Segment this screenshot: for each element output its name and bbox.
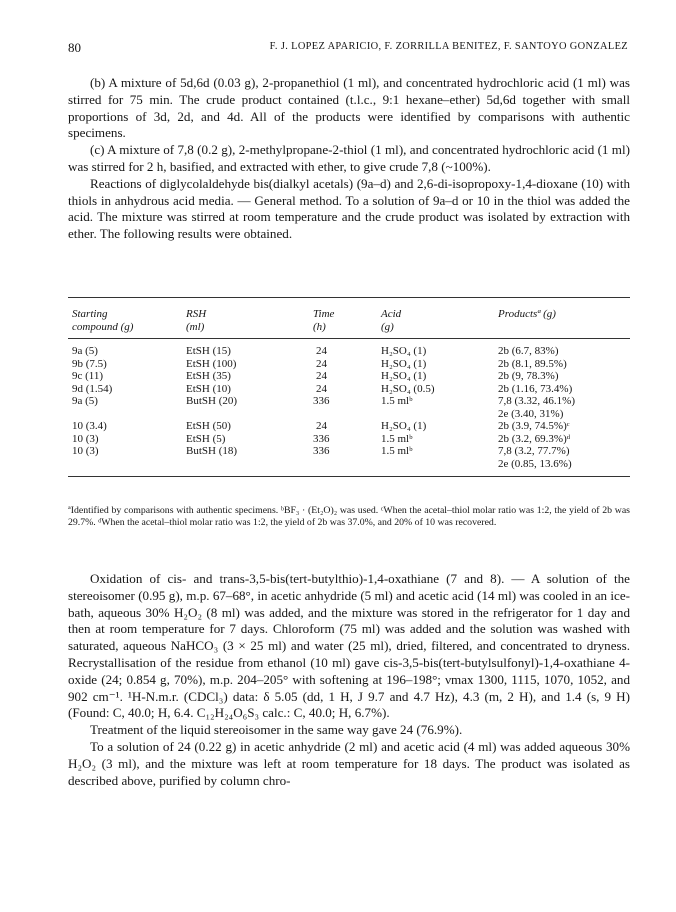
cell-compound: 10 (3.4)	[72, 420, 107, 432]
header-acid-unit: (g)	[381, 321, 394, 333]
cell-time: 24	[316, 420, 327, 432]
cell-products: 2b (3.2, 69.3%)ᵈ	[498, 432, 571, 445]
cell-acid: 1.5 mlᵇ	[381, 445, 413, 457]
header-time-unit: (h)	[313, 321, 326, 333]
table-row	[68, 458, 630, 471]
cell-rsh: EtSH (50)	[186, 420, 231, 432]
table-row	[68, 433, 630, 446]
cell-rsh: EtSH (35)	[186, 370, 231, 382]
cell-rsh: ButSH (20)	[186, 395, 238, 407]
table-row	[68, 345, 630, 358]
cell-time: 336	[313, 445, 330, 457]
header-rsh: RSH	[186, 308, 207, 320]
cell-acid: H₂SO₄ (1)	[381, 420, 427, 432]
page-number: 80	[68, 40, 81, 55]
cell-acid: H₂SO₄ (1)	[381, 370, 427, 382]
table-row	[68, 370, 630, 383]
cell-time: 24	[316, 357, 327, 370]
cell-acid: H₂SO₄ (1)	[381, 357, 427, 370]
table-footnotes: ªIdentified by comparisons with authentic specimens. ᵇBF₃ · (Et₂O)₂ was used. ᶜWhen the acetal–thiol molar ratio was 1:2, the yield of 2b was 29.7%. ᵈWhen the acetal–thiol molar ratio was 1:2, the yield of 2b was 37.0%, and 20% of 10 was recovered.	[68, 505, 630, 529]
cell-rsh: EtSH (100)	[186, 357, 237, 370]
cell-time: 24	[316, 370, 327, 382]
table-row	[68, 445, 630, 458]
paragraph-liquid-isomer: Treatment of the liquid stereoisomer in the same way gave 24 (76.9%).	[90, 722, 463, 738]
cell-compound: 9a (5)	[72, 395, 98, 407]
cell-products: 2b (3.9, 74.5%)ᶜ	[498, 420, 570, 432]
cell-products: 2b (9, 78.3%)	[498, 370, 559, 382]
paragraph-oxidation: Oxidation of cis- and trans-3,5-bis(tert-butylthio)-1,4-oxathiane (7 and 8). — A solution of the stereoisomer (0.95 g), m.p. 67–68°, in acetic anhydride (5 ml) and acetic acid (14 ml) was cooled in an ice-bath, aqueous 30% H₂O₂ (8 ml) was added, and the mixture was stored in the refrigerator for 1 day and then at room temperature for 7 days. Chloroform (75 ml) was added and the solution was washed with saturated, aqueous NaHCO₃ (3 × 25 ml) and water (25 ml), dried, filtered, and concentrated to dryness. Recrystallisation of the residue from ethanol (10 ml) gave cis-3,5-bis(tert-butylsulfonyl)-1,4-oxathiane 4-oxide (24; 0.854 g, 70%), m.p. 204–205° with softening at 196–198°; νmax 1300, 1115, 1070, 1052, and 902 cm⁻¹. ¹H-N.m.r. (CDCl₃) data: δ 5.05 (dd, 1 H, J 9.7 and 4.7 Hz), 4.3 (m, 2 H), and 1.4 (s, 9 H) (Found: C, 40.0; H, 6.4. C₁₂H₂₄O₆S₃ calc.: C, 40.0; H, 6.7%).	[68, 571, 630, 721]
cell-compound: 9d (1.54)	[72, 382, 113, 395]
page-header	[68, 40, 628, 58]
results-table	[68, 297, 630, 477]
cell-rsh: ButSH (18)	[186, 445, 238, 457]
cell-time: 336	[313, 395, 330, 407]
header-rsh-unit: (ml)	[186, 321, 205, 333]
cell-compound: 10 (3)	[72, 432, 99, 445]
table-body	[68, 345, 630, 470]
paragraph-c: (c) A mixture of 7,8 (0.2 g), 2-methylpropane-2-thiol (1 ml), and concentrated hydrochloric acid (1 ml) was stirred for 2 h, basified, and extracted with ether, to give crude 7,8 (~100%).	[68, 142, 630, 174]
header-compound: compound (g)	[72, 321, 134, 333]
table-row	[68, 420, 630, 433]
table-row	[68, 358, 630, 371]
header-starting: Starting	[72, 308, 108, 320]
bottom-text	[68, 571, 630, 789]
paragraph-b: (b) A mixture of 5d,6d (0.03 g), 2-propanethiol (1 ml), and concentrated hydrochloric acid (1 ml) was stirred for 75 min. The crude product contained (t.l.c., 9:1 hexane–ether) 5d,6d together with small proportions of 3d, 2d, and 4d. All of the products were identified by comparisons with authentic specimens.	[68, 75, 630, 141]
table-header	[68, 298, 630, 338]
cell-time: 24	[316, 345, 327, 357]
cell-products: 2b (8.1, 89.5%)	[498, 357, 567, 370]
cell-rsh: EtSH (5)	[186, 432, 226, 445]
table-row	[68, 395, 630, 408]
paragraph-solution-24: To a solution of 24 (0.22 g) in acetic anhydride (2 ml) and acetic acid (4 ml) was added aqueous 30% H₂O₂ (3 ml), and the mixture was left at room temperature for 18 days. The product was isolated as described above, purified by column chro-	[68, 738, 630, 788]
cell-rsh: EtSH (15)	[186, 345, 231, 357]
cell-products: 2b (1.16, 73.4%)	[498, 382, 573, 395]
table-row	[68, 408, 630, 421]
cell-products: 7,8 (3.2, 77.7%)	[498, 445, 570, 457]
cell-acid: 1.5 mlᵇ	[381, 432, 413, 445]
cell-products: 2b (6.7, 83%)	[498, 345, 559, 357]
cell-acid: H₂SO₄ (0.5)	[381, 382, 435, 395]
cell-products: 2e (3.40, 31%)	[498, 407, 564, 420]
table-bottom-rule	[68, 476, 630, 477]
cell-compound: 9b (7.5)	[72, 357, 107, 370]
table-row	[68, 383, 630, 396]
header-products: Productsª (g)	[498, 308, 556, 320]
cell-products: 7,8 (3.32, 46.1%)	[498, 395, 575, 407]
running-title: F. J. LOPEZ APARICIO, F. ZORRILLA BENITEZ, F. SANTOYO GONZALEZ	[269, 41, 628, 52]
cell-acid: H₂SO₄ (1)	[381, 345, 427, 357]
cell-compound: 9c (11)	[72, 370, 104, 382]
paragraph-reactions: Reactions of diglycolaldehyde bis(dialkyl acetals) (9a–d) and 2,6-di-isopropoxy-1,4-dioxane (10) with thiols in anhydrous acid media. — General method. To a solution of 9a–d or 10 in the thiol was added the acid. The mixture was stirred at room temperature and the crude product was isolated by extraction with ether. The following results were obtained.	[68, 175, 630, 242]
header-acid: Acid	[381, 308, 402, 320]
cell-products: 2e (0.85, 13.6%)	[498, 457, 572, 470]
cell-compound: 9a (5)	[72, 345, 98, 357]
cell-time: 336	[313, 432, 330, 445]
cell-time: 24	[316, 382, 327, 395]
cell-compound: 10 (3)	[72, 445, 99, 457]
top-text	[68, 75, 630, 243]
header-time: Time	[313, 308, 335, 320]
cell-acid: 1.5 mlᵇ	[381, 395, 413, 407]
cell-rsh: EtSH (10)	[186, 382, 231, 395]
